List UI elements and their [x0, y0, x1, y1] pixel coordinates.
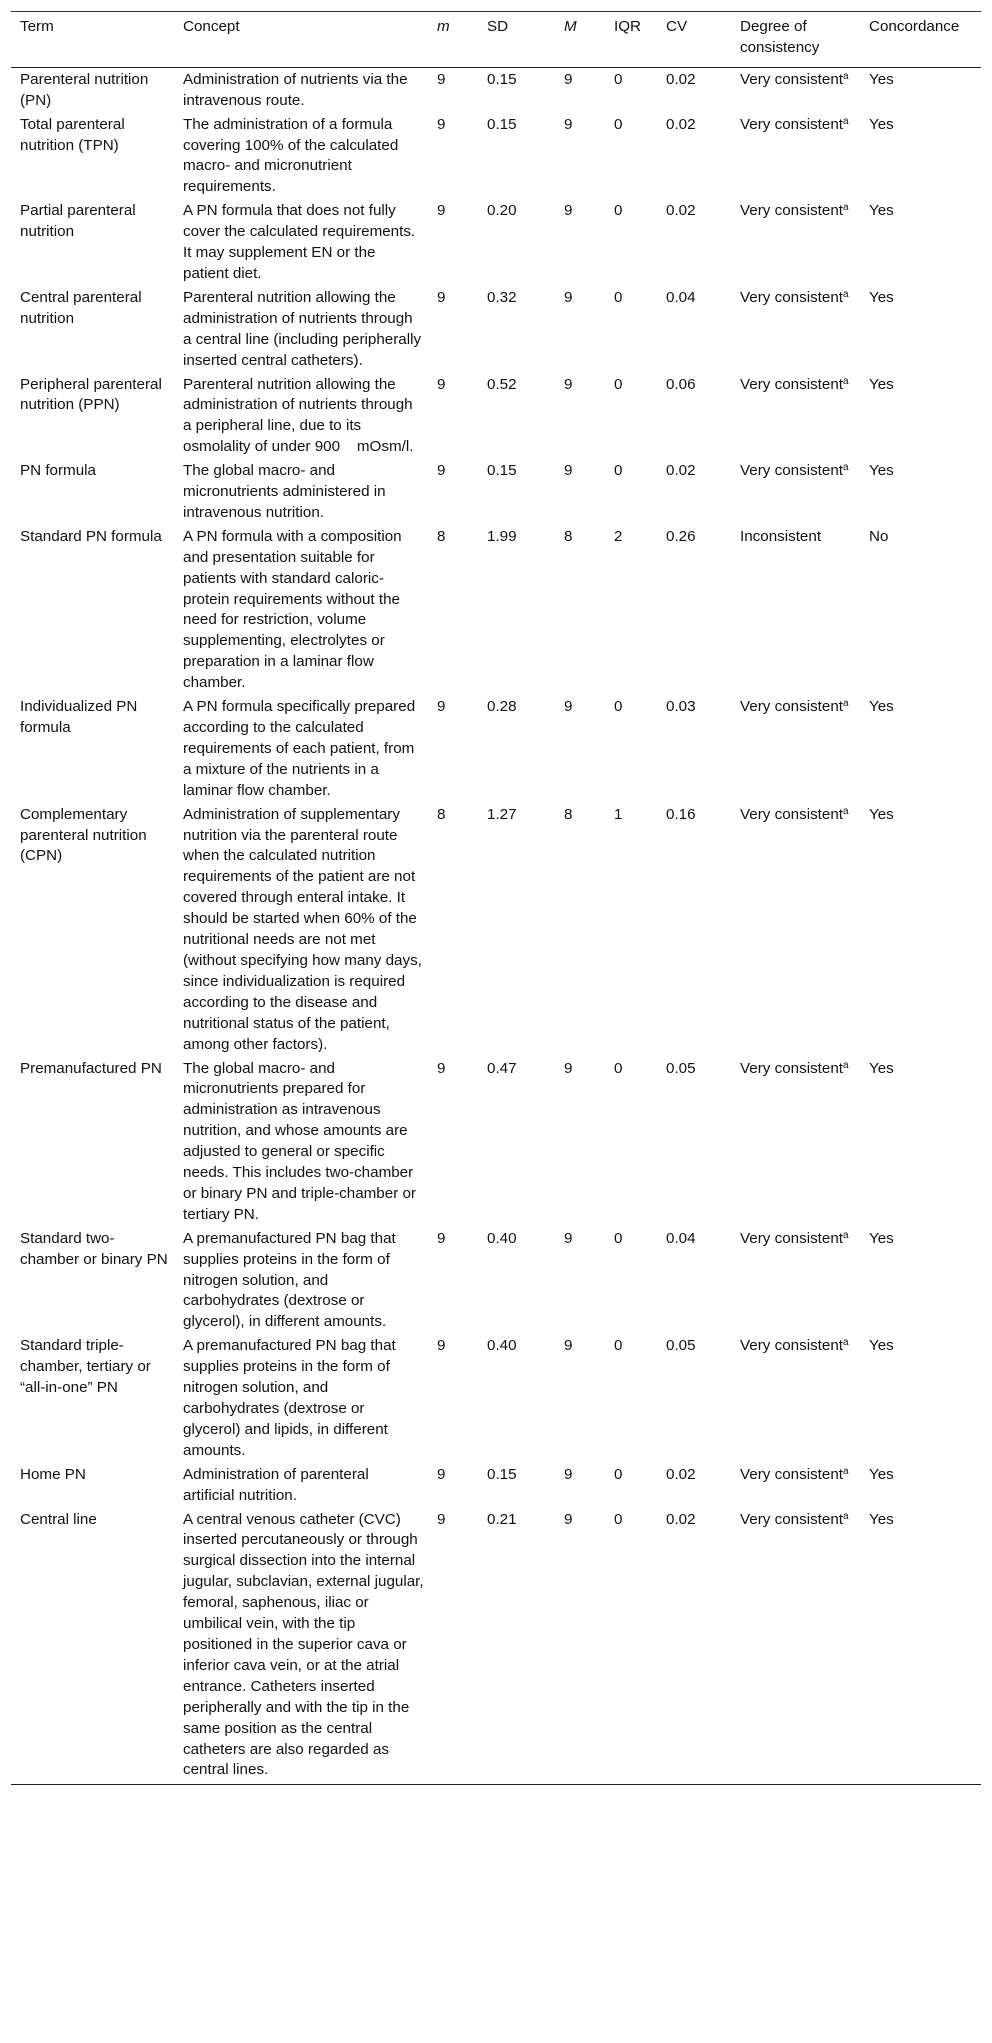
cell-mean: 9 — [437, 1465, 446, 1483]
cell-concept: Parenteral nutrition allowing the administration of nutrients through a peripheral line, due to its osmolality of under 900 mOsm/l. — [183, 375, 414, 456]
cell-sd: 0.15 — [487, 1465, 517, 1483]
table-row — [11, 1463, 981, 1508]
cell-mean: 9 — [437, 375, 446, 393]
col-header-concept: Concept — [174, 12, 428, 68]
cell-consistency — [731, 1463, 860, 1508]
cell-median: 8 — [564, 805, 573, 823]
table-row — [11, 803, 981, 1057]
table-row — [11, 1057, 981, 1227]
cell-median: 9 — [564, 462, 573, 480]
cell-concept: Administration of supplementary nutrition via the parenteral route when the calculated nutrition requirements of the patient are not covered through enteral intake. It should be started when 60% of the nutritional needs are not met (without specifying how many days, since individualization is required according to the disease and nutritional status of the patient, among other factors). — [183, 805, 422, 1053]
cell-concordance: Yes — [869, 1337, 894, 1355]
cell-concordance: Yes — [860, 1508, 981, 1785]
footnote-marker: a — [843, 1059, 849, 1071]
cell-mean: 9 — [437, 115, 446, 133]
cell-mean: 9 — [437, 1059, 446, 1077]
col-header-mean: m — [428, 12, 478, 68]
cell-sd: 1.99 — [487, 527, 517, 545]
cell-mean: 9 — [437, 288, 446, 306]
cell-sd: 0.15 — [487, 462, 517, 480]
cell-concordance: Yes — [869, 462, 894, 480]
table-row — [11, 67, 981, 112]
cell-sd: 0.47 — [487, 1059, 517, 1077]
col-header-term: Term — [11, 12, 174, 68]
col-header-iqr: IQR — [605, 12, 657, 68]
consistency-label: Very consistent — [740, 1059, 843, 1077]
cell-cv: 0.02 — [666, 1465, 696, 1483]
cell-iqr: 1 — [614, 805, 623, 823]
cell-concept: A PN formula that does not fully cover the calculated requirements. It may supplement EN or the patient diet. — [183, 202, 416, 282]
cell-mean: 9 — [437, 1337, 446, 1355]
cell-concept: Parenteral nutrition allowing the administration of nutrients through a central line (including peripherally inserted central catheters). — [183, 288, 422, 369]
cell-sd: 0.20 — [487, 202, 517, 220]
cell-cv: 0.02 — [666, 115, 696, 133]
cell-mean: 9 — [437, 698, 446, 716]
cell-sd: 0.15 — [487, 115, 517, 133]
cell-concordance: No — [869, 527, 889, 545]
cell-mean: 9 — [437, 1229, 446, 1247]
cell-sd: 0.40 — [487, 1337, 517, 1355]
footnote-marker: a — [843, 1465, 849, 1477]
cell-cv: 0.04 — [666, 1229, 696, 1247]
cell-median: 9 — [564, 375, 573, 393]
cell-iqr: 0 — [614, 698, 623, 716]
header-row — [11, 12, 981, 68]
cell-sd: 1.27 — [487, 805, 517, 823]
cell-term: Partial parenteral nutrition — [20, 202, 136, 241]
cell-sd: 0.15 — [487, 70, 517, 88]
cell-iqr: 2 — [614, 527, 623, 545]
cell-concept: A PN formula with a composition and presentation suitable for patients with standard caloric-protein requirements without the need for restriction, volume supplementing, electrolytes or preparation in a laminar flow chamber. — [183, 527, 402, 692]
cell-median: 9 — [564, 70, 573, 88]
footnote-marker: a — [843, 1510, 849, 1522]
col-header-median: M — [555, 12, 605, 68]
cell-iqr: 0 — [614, 375, 623, 393]
consistency-label: Very consistent — [740, 202, 843, 220]
cell-iqr: 0 — [614, 1059, 623, 1077]
cell-mean: 9 — [428, 1508, 478, 1785]
cell-term: Peripheral parenteral nutrition (PPN) — [20, 375, 162, 414]
cell-mean: 9 — [437, 202, 446, 220]
cell-concordance: Yes — [869, 115, 894, 133]
cell-cv: 0.06 — [666, 375, 696, 393]
cell-term: Total parenteral nutrition (TPN) — [20, 115, 125, 154]
consistency-label: Very consistent — [740, 115, 843, 133]
cell-cv: 0.02 — [666, 70, 696, 88]
cell-cv: 0.04 — [666, 288, 696, 306]
cell-concordance: Yes — [869, 805, 894, 823]
cell-term: Standard triple-chamber, tertiary or “all-in-one” PN — [20, 1337, 151, 1397]
cell-cv: 0.02 — [666, 202, 696, 220]
cell-term: Parenteral nutrition (PN) — [20, 70, 149, 109]
cell-cv: 0.02 — [657, 1508, 731, 1785]
cell-median: 9 — [564, 1229, 573, 1247]
cell-consistency — [731, 199, 860, 286]
cell-consistency — [731, 1334, 860, 1462]
footnote-marker: a — [843, 805, 849, 817]
cell-sd: 0.21 — [478, 1508, 555, 1785]
cell-consistency — [731, 803, 860, 1057]
cell-concept: A central venous catheter (CVC) inserted percutaneously or through surgical dissection into the internal jugular, subclavian, external jugular, femoral, saphenous, iliac or umbilical vein, with the tip positioned in the superior cava or inferior cava vein, or at the atrial entrance. Catheters inserted peripherally and with the tip in the same position as the central catheters are also regarded as central lines. — [174, 1508, 428, 1785]
cell-consistency — [731, 459, 860, 525]
consistency-label: Very consistent — [740, 288, 843, 306]
footnote-marker: a — [843, 1337, 849, 1349]
cell-iqr: 0 — [614, 288, 623, 306]
consistency-label: Very consistent — [740, 1337, 843, 1355]
cell-iqr: 0 — [614, 1337, 623, 1355]
footnote-marker: a — [843, 70, 849, 82]
cell-sd: 0.32 — [487, 288, 517, 306]
cell-term: Premanufactured PN — [20, 1059, 162, 1077]
cell-cv: 0.16 — [666, 805, 696, 823]
cell-concept: Administration of parenteral artificial nutrition. — [183, 1465, 369, 1504]
cell-mean: 8 — [437, 527, 446, 545]
cell-iqr: 0 — [614, 115, 623, 133]
table-body — [11, 67, 981, 1785]
cell-concordance: Yes — [869, 375, 894, 393]
cell-median: 9 — [564, 1059, 573, 1077]
col-header-cv: CV — [657, 12, 731, 68]
cell-cv: 0.05 — [666, 1059, 696, 1077]
cell-term: Standard PN formula — [20, 527, 162, 545]
consistency-label: Very consistent — [740, 70, 843, 88]
cell-cv: 0.03 — [666, 698, 696, 716]
cell-sd: 0.28 — [487, 698, 517, 716]
cell-consistency — [731, 1227, 860, 1335]
cell-consistency — [731, 67, 860, 112]
footnote-marker: a — [843, 375, 849, 387]
cell-term: Standard two-chamber or binary PN — [20, 1229, 168, 1268]
consistency-label: Very consistent — [740, 1229, 843, 1247]
col-header-sd: SD — [478, 12, 555, 68]
footnote-marker: a — [843, 698, 849, 710]
cell-iqr: 0 — [614, 1465, 623, 1483]
consistency-label: Very consistent — [740, 805, 843, 823]
cell-concept: A PN formula specifically prepared according to the calculated requirements of each patient, from a mixture of the nutrients in a laminar flow chamber. — [183, 698, 416, 799]
cell-concept: The administration of a formula covering 100% of the calculated macro- and micronutrient requirements. — [183, 115, 399, 196]
cell-iqr: 0 — [614, 462, 623, 480]
cell-term: Central line — [11, 1508, 174, 1785]
cell-iqr: 0 — [614, 70, 623, 88]
cell-consistency — [731, 525, 860, 695]
table-row — [11, 286, 981, 373]
cell-median: 9 — [564, 698, 573, 716]
cell-consistency — [731, 286, 860, 373]
col-header-concordance: Concordance — [860, 12, 981, 68]
table-row — [11, 199, 981, 286]
table-row — [11, 1227, 981, 1335]
cell-median: 9 — [564, 288, 573, 306]
consistency-label: Very consistent — [740, 1510, 843, 1528]
cell-consistency — [731, 373, 860, 460]
cell-median: 9 — [564, 1465, 573, 1483]
footnote-marker: a — [843, 115, 849, 127]
cell-median: 9 — [555, 1508, 605, 1785]
cell-iqr: 0 — [614, 202, 623, 220]
cell-sd: 0.40 — [487, 1229, 517, 1247]
footnote-marker: a — [843, 462, 849, 474]
consistency-label: Very consistent — [740, 698, 843, 716]
cell-concept: A premanufactured PN bag that supplies proteins in the form of nitrogen solution, and carbohydrates (dextrose or glycerol) and lipids, in different amounts. — [183, 1337, 396, 1459]
cell-median: 9 — [564, 202, 573, 220]
cell-concordance: Yes — [869, 70, 894, 88]
cell-median: 9 — [564, 1337, 573, 1355]
footnote-marker: a — [843, 1229, 849, 1241]
cell-concordance: Yes — [869, 1059, 894, 1077]
cell-consistency — [731, 1508, 860, 1785]
cell-concept: A premanufactured PN bag that supplies proteins in the form of nitrogen solution, and carbohydrates (dextrose or glycerol), in different amounts. — [183, 1229, 396, 1331]
cell-median: 9 — [564, 115, 573, 133]
cell-mean: 9 — [437, 70, 446, 88]
table-row — [11, 373, 981, 460]
table-row — [11, 695, 981, 803]
cell-cv: 0.02 — [666, 462, 696, 480]
col-header-consistency: Degree of consistency — [731, 12, 860, 68]
cell-cv: 0.05 — [666, 1337, 696, 1355]
cell-concordance: Yes — [869, 202, 894, 220]
table-row — [11, 113, 981, 200]
consistency-label: Inconsistent — [740, 527, 822, 545]
cell-term: Individualized PN formula — [20, 698, 138, 736]
cell-term: Home PN — [20, 1465, 86, 1483]
cell-mean: 9 — [437, 462, 446, 480]
cell-concordance: Yes — [869, 1229, 894, 1247]
table-row — [11, 459, 981, 525]
cell-concordance: Yes — [869, 1465, 894, 1483]
cell-cv: 0.26 — [666, 527, 696, 545]
cell-sd: 0.52 — [487, 375, 517, 393]
cell-consistency — [731, 113, 860, 200]
consistency-label: Very consistent — [740, 1465, 843, 1483]
consistency-label: Very consistent — [740, 375, 843, 393]
consistency-label: Very consistent — [740, 462, 843, 480]
cell-iqr: 0 — [614, 1229, 623, 1247]
table-container — [11, 11, 981, 1785]
footnote-marker: a — [843, 202, 849, 214]
terms-table — [11, 11, 981, 1785]
cell-term: PN formula — [20, 462, 96, 480]
cell-term: Central parenteral nutrition — [20, 288, 142, 327]
table-row — [11, 525, 981, 695]
cell-concordance: Yes — [869, 698, 894, 716]
table-row — [11, 1334, 981, 1462]
cell-consistency — [731, 1057, 860, 1227]
cell-iqr: 0 — [605, 1508, 657, 1785]
cell-median: 8 — [564, 527, 573, 545]
cell-mean: 8 — [437, 805, 446, 823]
table-row — [11, 1508, 981, 1785]
cell-concept: The global macro- and micronutrients administered in intravenous nutrition. — [183, 462, 386, 521]
footnote-marker: a — [843, 288, 849, 300]
cell-concept: Administration of nutrients via the intravenous route. — [183, 70, 408, 109]
cell-concordance: Yes — [869, 288, 894, 306]
cell-concept: The global macro- and micronutrients prepared for administration as intravenous nutrition, and whose amounts are adjusted to general or specific needs. This includes two-chamber or binary PN and triple-chamber or tertiary PN. — [183, 1059, 416, 1223]
cell-consistency — [731, 695, 860, 803]
cell-term: Complementary parenteral nutrition (CPN) — [20, 805, 147, 865]
